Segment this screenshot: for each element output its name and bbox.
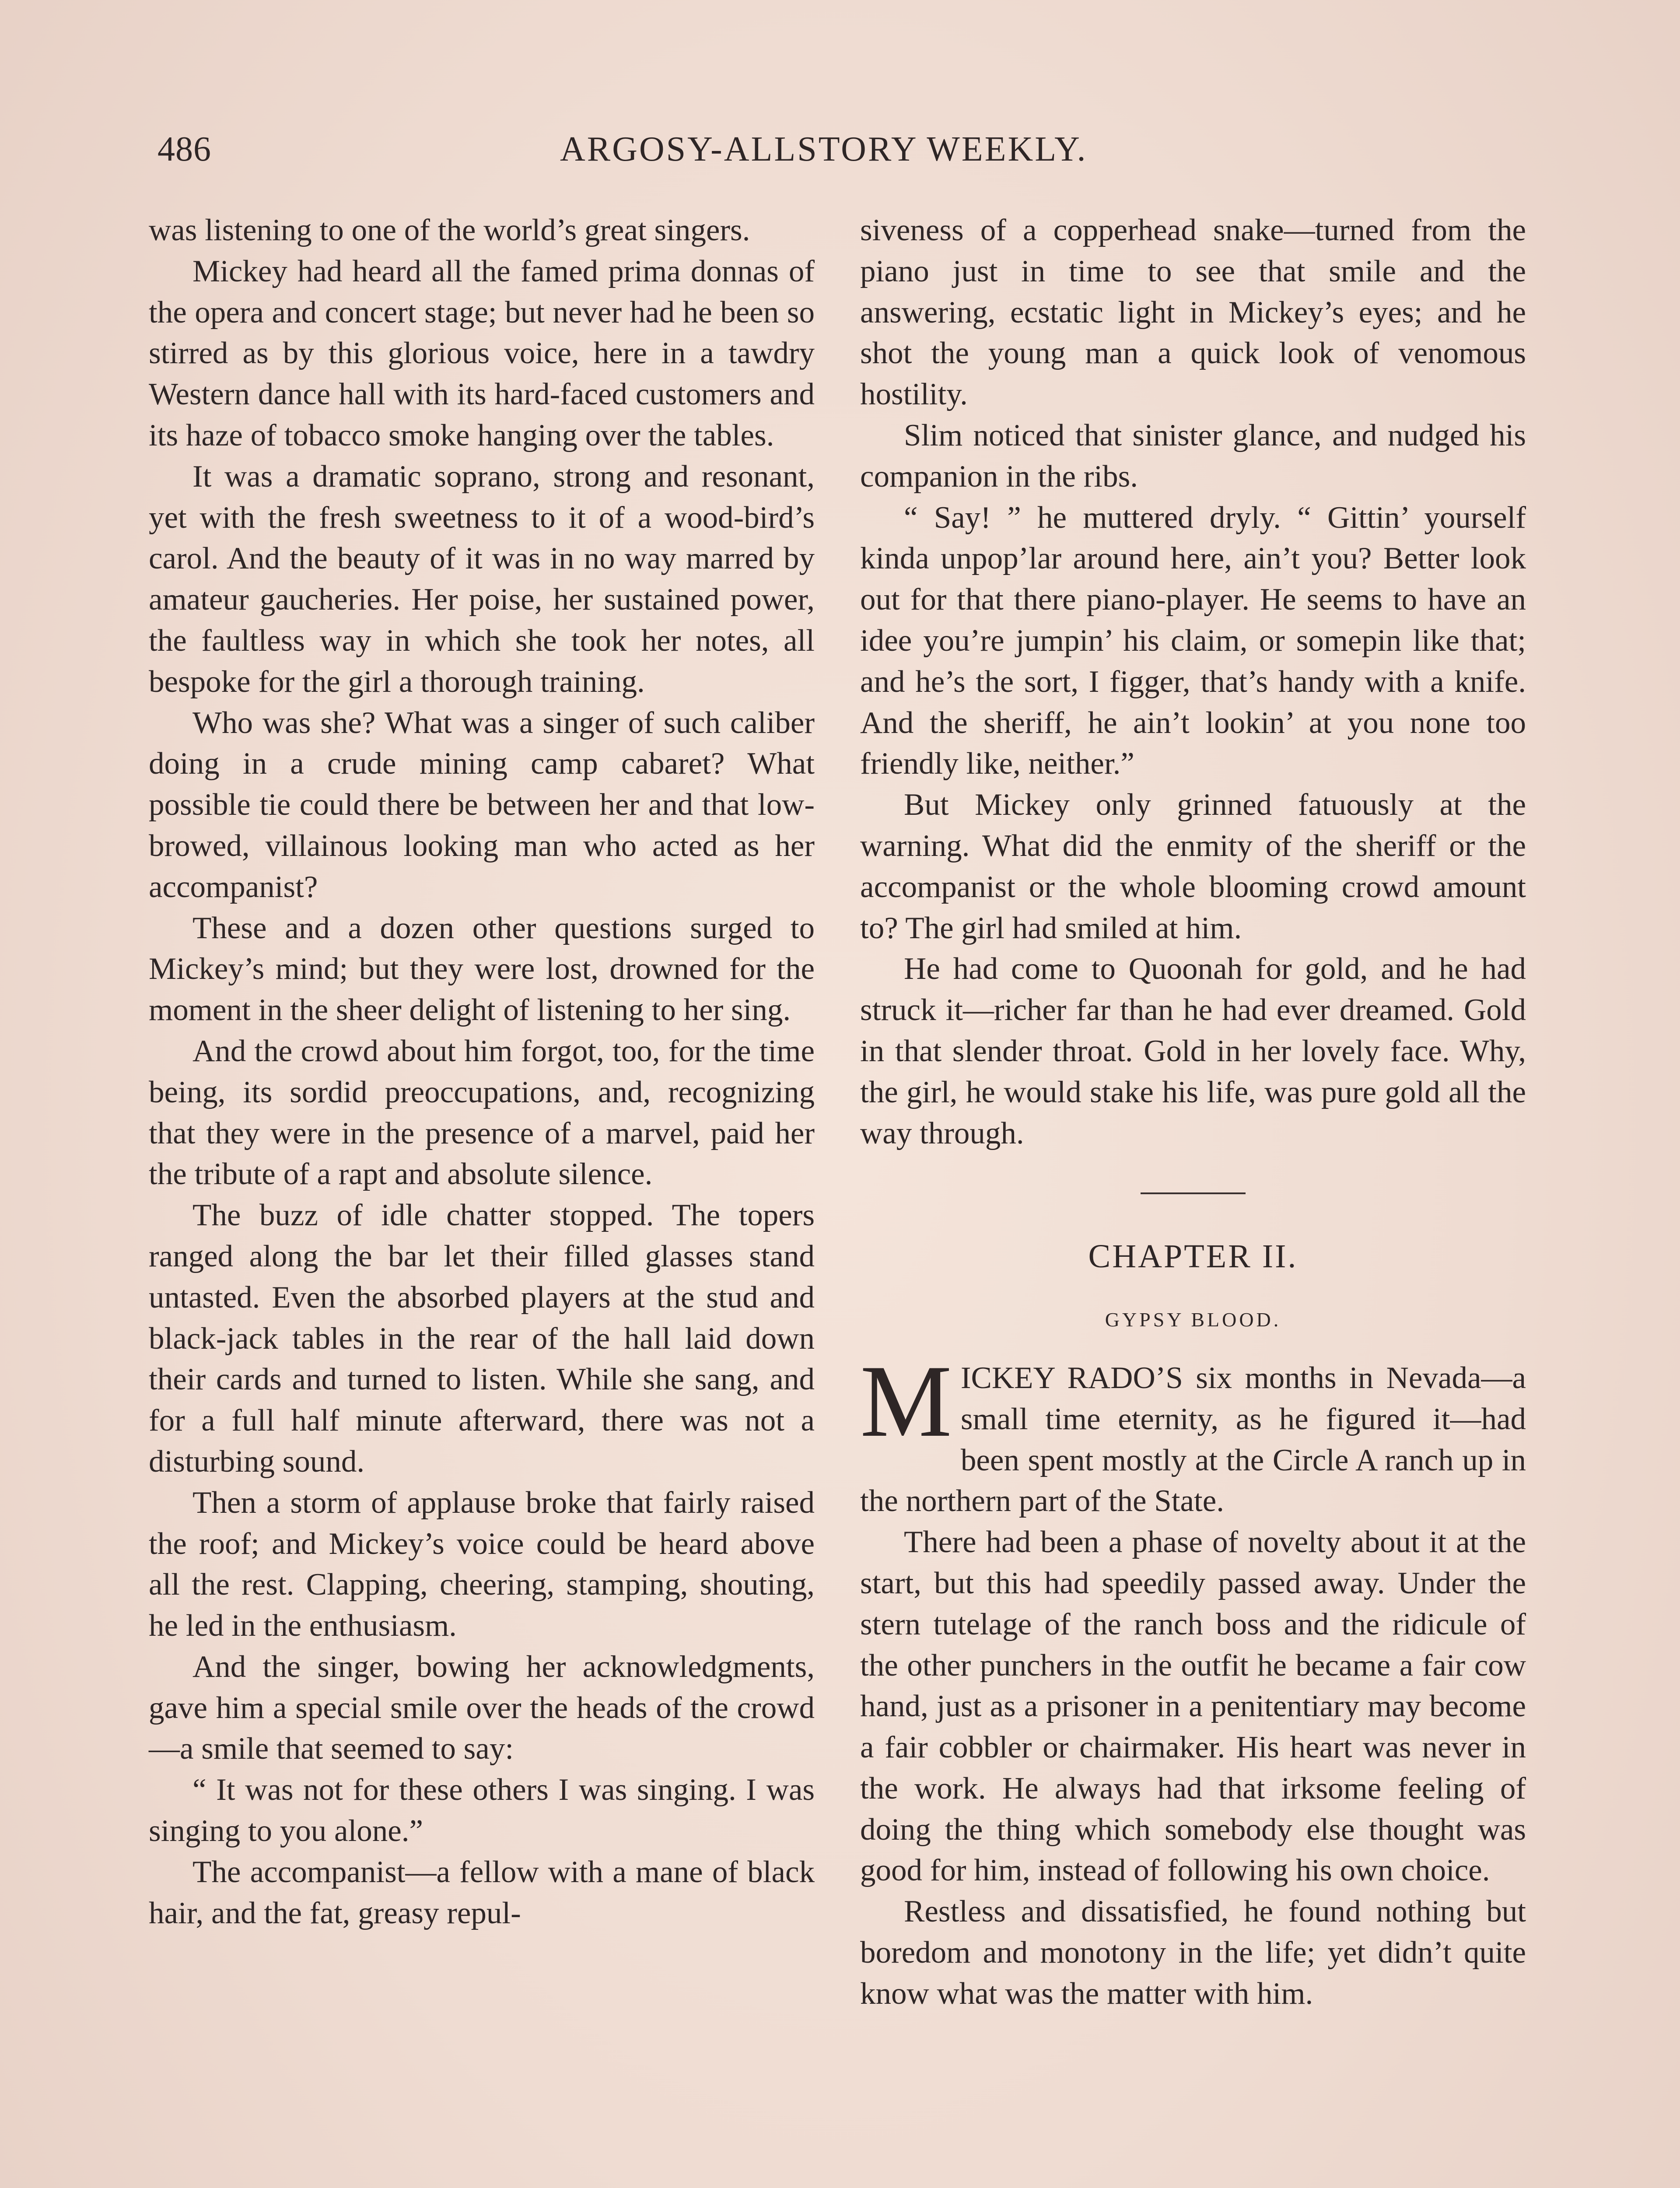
paragraph: There had been a phase of novelty about it at the start, but this had speedily passed away. Under the stern tutelage of the ranch boss and the ridicule of the other punchers in the outfit he became a fair cow hand, just as a prisoner in a penitentiary may become a fair cobbler or chairmaker. His heart was never in the work. He always had that irksome feeling of doing the thing which somebody else thought was good for him, instead of following his own choice. [860, 1525, 1526, 1888]
right-column-text-after-chapter [860, 1522, 1526, 2015]
paragraph-text: ICKEY RADO’S six months in Nevada—a small time eternity, as he figured it—had been spent mostly at the Circle A ranch up in the northern part of the State. [860, 1360, 1526, 1518]
paragraph: The accompanist—a fellow with a mane of black hair, and the fat, greasy repul- [149, 1855, 815, 1930]
paragraph: And the singer, bowing her acknowledgments, gave him a special smile over the heads of the crowd—a smile that seemed to say: [149, 1649, 815, 1766]
paragraph: “ Say! ” he muttered dryly. “ Gittin’ yourself kinda unpop’lar around here, ain’t you? Better look out for that there piano-player. He seems to have an idee you’re jumpin’ his claim, or somepin like that; and he’s the sort, I figger, that’s handy with a knife. And the sheriff, he ain’t lookin’ at you none too friendly like, neither.” [860, 500, 1526, 781]
paragraph: Who was she? What was a singer of such caliber doing in a crude mining camp cabaret? What possible tie could there be between her and that low-browed, villainous looking man who acted as her accompanist? [149, 705, 815, 904]
left-column [149, 210, 815, 1934]
section-divider [1141, 1192, 1246, 1194]
paragraph: was listening to one of the world’s great singers. [149, 213, 750, 247]
page-number: 486 [158, 130, 211, 168]
paragraph: And the crowd about him forgot, too, for the time being, its sordid preoccupations, and, recognizing that they were in the presence of a marvel, paid her the tribute of a rapt and absolute silence. [149, 1034, 815, 1192]
paragraph: Then a storm of applause broke that fairly raised the roof; and Mickey’s voice could be heard above all the rest. Clapping, cheering, stamping, shouting, he led in the enthusiasm. [149, 1485, 815, 1643]
running-title: ARGOSY-ALLSTORY WEEKLY. [560, 130, 1088, 168]
paragraph: Slim noticed that sinister glance, and nudged his companion in the ribs. [860, 418, 1526, 494]
right-column-text-before-chapter [860, 210, 1526, 1154]
paragraph: These and a dozen other questions surged to Mickey’s mind; but they were lost, drowned for the moment in the sheer delight of listening to her sing. [149, 911, 815, 1027]
paragraph: But Mickey only grinned fatuously at the warning. What did the enmity of the sheriff or the accompanist or the whole blooming crowd amount to? The girl had smiled at him. [860, 788, 1526, 945]
paragraph: “ It was not for these others I was singing. I was singing to you alone.” [149, 1773, 815, 1848]
paragraph: siveness of a copperhead snake—turned from the piano just in time to see that smile and the answering, ecstatic light in Mickey’s eyes; and he shot the young man a quick look of venomous hostility. [860, 213, 1526, 412]
paragraph: He had come to Quoonah for gold, and he had struck it—richer far than he had ever dreamed. Gold in that slender throat. Gold in her lovely face. Why, the girl, he would stake his life, was pure gold all the way through. [860, 952, 1526, 1150]
chapter-title: CHAPTER II. [1088, 1238, 1298, 1275]
paragraph: Mickey had heard all the famed prima donnas of the opera and concert stage; but never had he been so stirred as by this glorious voice, here in a tawdry Western dance hall with its hard-faced customers and its haze of tobacco smoke hanging over the tables. [149, 254, 815, 452]
right-column [860, 210, 1526, 2015]
running-header [158, 130, 1540, 178]
paragraph: It was a dramatic soprano, strong and resonant, yet with the fresh sweetness to it of a wood-bird’s carol. And the beauty of it was in no way marred by amateur gaucheries. Her poise, her sustained power, the faultless way in which she took her notes, all bespoke for the girl a thorough training. [149, 459, 815, 699]
paragraph: The buzz of idle chatter stopped. The topers ranged along the bar let their filled glasses stand untasted. Even the absorbed players at the stud and black-jack tables in the rear of the hall laid down their cards and turned to listen. While she sang, and for a full half minute afterward, there was not a disturbing sound. [149, 1198, 815, 1479]
chapter-subtitle: GYPSY BLOOD. [1105, 1308, 1281, 1331]
paragraph: Restless and dissatisfied, he found nothing but boredom and monotony in the life; yet didn’t quite know what was the matter with him. [860, 1894, 1526, 2011]
drop-cap: M [860, 1344, 952, 1459]
chapter-opening-paragraph [860, 1344, 1526, 1522]
